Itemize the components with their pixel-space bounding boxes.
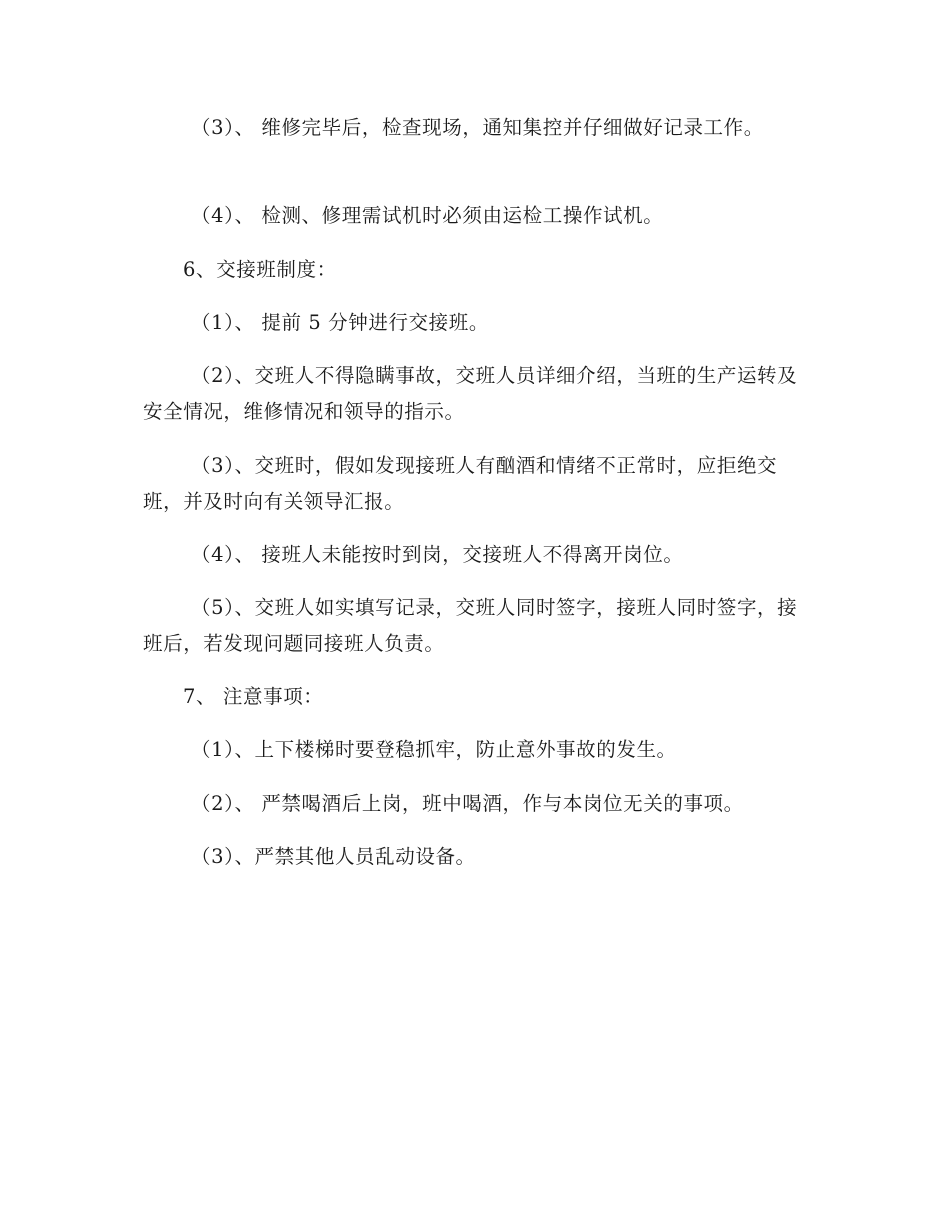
paragraph-handover-item-3: （3）、交班时，假如发现接班人有酗酒和情绪不正常时，应拒绝交班，并及时向有关领导汇报。 [143,454,778,513]
section-heading-shift-handover: 6、交接班制度： [183,258,337,281]
paragraph-repair-item-4: （4）、 检测、修理需试机时必须由运检工操作试机。 [191,204,664,227]
paragraph-precaution-item-1: （1）、上下楼梯时要登稳抓牢，防止意外事故的发生。 [191,738,677,761]
paragraph-handover-item-5: （5）、交班人如实填写记录，交班人同时签字，接班人同时签字，接班后，若发现问题同接班人负责。 [143,596,798,655]
paragraph-handover-item-4: （4）、 接班人未能按时到岗，交接班人不得离开岗位。 [191,543,684,566]
paragraph-handover-item-2: （2）、交班人不得隐瞒事故，交班人员详细介绍，当班的生产运转及安全情况，维修情况和领导的指示。 [143,364,798,423]
paragraph-precaution-item-2: （2）、 严禁喝酒后上岗，班中喝酒，作与本岗位无关的事项。 [191,792,744,815]
paragraph-repair-item-3: （3）、 维修完毕后，检查现场，通知集控并仔细做好记录工作。 [191,116,764,139]
paragraph-handover-item-1: （1）、 提前 5 分钟进行交接班。 [191,311,489,334]
section-heading-precautions: 7、 注意事项： [183,685,324,708]
paragraph-precaution-item-3: （3）、严禁其他人员乱动设备。 [191,845,476,868]
